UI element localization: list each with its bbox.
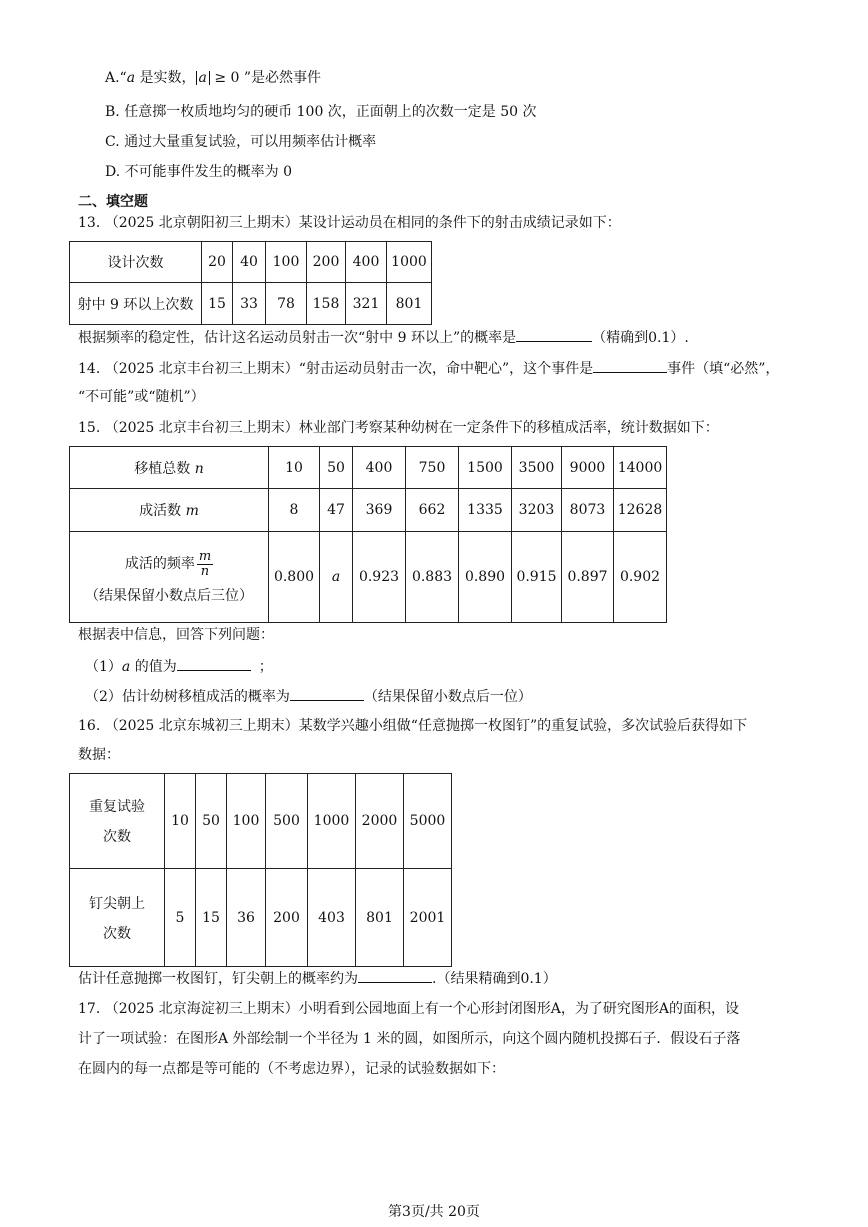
q13-cell: 40 <box>233 242 266 283</box>
q15-table <box>69 446 667 623</box>
q16-header-pin-up: 钉尖朝上 次数 <box>70 869 165 967</box>
q15-sub1: （1）a 的值为 ； <box>85 656 273 677</box>
q13-cell: 78 <box>266 283 307 325</box>
option-a: A.“a 是实数， a ≥ 0 ”是必然事件 <box>105 70 322 86</box>
q17-line2: 计了一项试验：在图形A 外部绘制一个半径为 1 米的圆，如图所示，向这个圆内随机投掷石子．假设石子落 <box>78 1031 741 1047</box>
q15-cell: 369 <box>353 489 406 532</box>
option-b: B. 任意掷一枚质地均匀的硬币 100 次，正面朝上的次数一定是 50 次 <box>105 104 537 120</box>
q16-cell: 5000 <box>404 774 452 869</box>
option-c: C. 通过大量重复试验，可以用频率估计概率 <box>105 134 377 150</box>
q16-cell: 36 <box>227 869 266 967</box>
q15-cell: a <box>320 532 353 623</box>
q15-cell: 12628 <box>614 489 667 532</box>
fraction: $\frac{m}{n}$ <box>198 548 212 579</box>
q17-line3: 在圆内的每一点都是等可能的（不考虑边界），记录的试验数据如下： <box>78 1061 505 1077</box>
q15-cell: 47 <box>320 489 353 532</box>
q15-cell: 8 <box>269 489 320 532</box>
q16-cell: 200 <box>266 869 308 967</box>
q13-cell: 100 <box>266 242 307 283</box>
q14-line2: “不可能”或“随机”） <box>78 389 205 405</box>
q15-cell: 10 <box>269 447 320 489</box>
q15-cell: 0.890 <box>459 532 512 623</box>
q13-cell: 33 <box>233 283 266 325</box>
q15-cell: 3500 <box>512 447 562 489</box>
q15-cell: 400 <box>353 447 406 489</box>
q15-cell: 8073 <box>562 489 614 532</box>
answer-blank <box>177 656 251 671</box>
q13-question: 根据频率的稳定性，估计这名运动员射击一次“射中 9 环以上”的概率是 （精确到0.1）. <box>78 327 689 348</box>
q13-header-hits: 射中 9 环以上次数 <box>70 283 202 325</box>
q15-cell: 0.923 <box>353 532 406 623</box>
q15-cell: 50 <box>320 447 353 489</box>
q15-cell: 662 <box>406 489 459 532</box>
q16-stem2: 数据： <box>78 747 120 763</box>
q13-cell: 321 <box>346 283 387 325</box>
q16-cell: 5 <box>165 869 196 967</box>
q16-header-trials: 重复试验 次数 <box>70 774 165 869</box>
q16-cell: 50 <box>196 774 227 869</box>
q16-cell: 1000 <box>308 774 356 869</box>
q15-header-frequency: 成活的频率 $\frac{m}{n}$ （结果保留小数点后三位） <box>70 532 269 623</box>
q16-cell: 500 <box>266 774 308 869</box>
q13-cell: 801 <box>387 283 432 325</box>
q16-cell: 10 <box>165 774 196 869</box>
q16-cell: 801 <box>356 869 404 967</box>
q16-cell: 2000 <box>356 774 404 869</box>
absolute-value: a <box>196 71 210 85</box>
q15-cell: 14000 <box>614 447 667 489</box>
q16-cell: 2001 <box>404 869 452 967</box>
q15-cell: 0.915 <box>512 532 562 623</box>
q14-line1: 14. （2025 北京丰台初三上期末）“射击运动员射击一次，命中靶心”，这个事件是 事件（填“必然”， <box>78 358 779 379</box>
q13-cell: 15 <box>202 283 233 325</box>
q16-cell: 100 <box>227 774 266 869</box>
section-heading: 二、填空题 <box>78 194 148 210</box>
q15-cell: 1335 <box>459 489 512 532</box>
q15-header-total: 移植总数 n <box>70 447 269 489</box>
q15-stem: 15. （2025 北京丰台初三上期末）林业部门考察某种幼树在一定条件下的移植成活率，统计数据如下： <box>78 420 719 436</box>
q13-cell: 20 <box>202 242 233 283</box>
answer-blank <box>290 686 364 701</box>
q15-cell: 0.902 <box>614 532 667 623</box>
q15-cell: 0.897 <box>562 532 614 623</box>
q15-cell: 0.800 <box>269 532 320 623</box>
answer-blank <box>516 327 592 342</box>
q13-cell: 1000 <box>387 242 432 283</box>
q16-cell: 15 <box>196 869 227 967</box>
q17-line1: 17. （2025 北京海淀初三上期末）小明看到公园地面上有一个心形封闭图形A，为了研究图形A的面积，设 <box>78 1001 740 1017</box>
q15-header-survived: 成活数 m <box>70 489 269 532</box>
page-footer: 第3页/共 20页 <box>388 1204 480 1220</box>
q15-sub2: （2）估计幼树移植成活的概率为 （结果保留小数点后一位） <box>85 686 532 707</box>
q16-question: 估计任意抛掷一枚图钉，钉尖朝上的概率约为 .（结果精确到0.1） <box>78 968 557 989</box>
q15-after: 根据表中信息，回答下列问题： <box>78 627 274 643</box>
q15-cell: 0.883 <box>406 532 459 623</box>
q16-table <box>69 773 452 967</box>
q13-cell: 400 <box>346 242 387 283</box>
q13-stem: 13. （2025 北京朝阳初三上期末）某设计运动员在相同的条件下的射击成绩记录如下： <box>78 215 621 231</box>
option-d: D. 不可能事件发生的概率为 0 <box>105 164 292 180</box>
q13-table <box>69 241 432 325</box>
q15-cell: 9000 <box>562 447 614 489</box>
answer-blank <box>593 358 667 373</box>
q16-cell: 403 <box>308 869 356 967</box>
q13-cell: 158 <box>307 283 346 325</box>
q15-cell: 3203 <box>512 489 562 532</box>
q13-cell: 200 <box>307 242 346 283</box>
q16-stem: 16. （2025 北京东城初三上期末）某数学兴趣小组做“任意抛掷一枚图钉”的重复试验，多次试验后获得如下 <box>78 718 748 734</box>
q15-cell: 750 <box>406 447 459 489</box>
q15-cell: 1500 <box>459 447 512 489</box>
answer-blank <box>358 968 432 983</box>
q13-header-shots: 设计次数 <box>70 242 202 283</box>
